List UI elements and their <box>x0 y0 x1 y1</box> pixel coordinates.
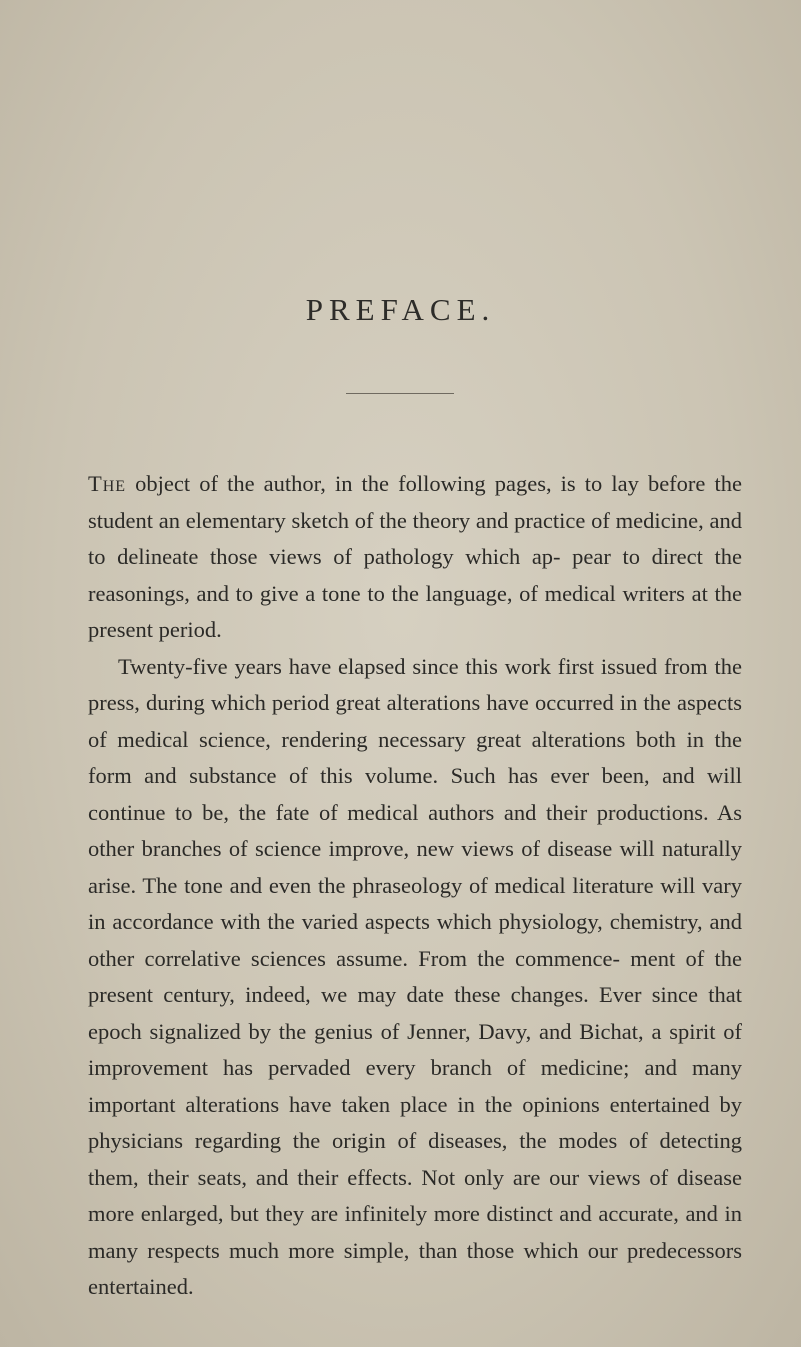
preface-body <box>88 466 742 1306</box>
paragraph-2-text: Twenty-five years have elapsed since this work first issued from the press, during which period great alterations have occurred in the aspects of medical science, rendering necessary great alterations both in the form and substance of this volume. Such has ever been, and will continue to be, the fate of medical authors and their productions. As other branches of science improve, new views of disease will naturally arise. The tone and even the phraseology of medical literature will vary in accordance with the varied aspects which physiology, chemistry, and other correlative sciences assume. From the commence- ment of the present century, indeed, we may date these changes. Ever since that epoch signalized by the genius of Jenner, Davy, and Bichat, a spirit of improvement has pervaded every branch of medicine; and many important alterations have taken place in the opinions entertained by physicians regarding the origin of diseases, the modes of detecting them, their seats, and their effects. Not only are our views of disease more enlarged, but they are infinitely more distinct and accurate, and in many respects much more simple, than those which our predecessors entertained. <box>88 653 742 1299</box>
title-rule <box>346 393 454 394</box>
page-title: PREFACE. <box>305 292 496 327</box>
paragraph-1 <box>88 466 742 649</box>
paragraph-1-text: object of the author, in the following pages, is to lay before the student an elementary sketch of the theory and practice of medicine, and to delineate those views of pathology which ap- pear to direct the reasonings, and to give a tone to the language, of medical writers at the present period. <box>88 471 742 642</box>
paragraph-1-lead: The <box>88 471 127 496</box>
paragraph-2 <box>88 649 742 1306</box>
